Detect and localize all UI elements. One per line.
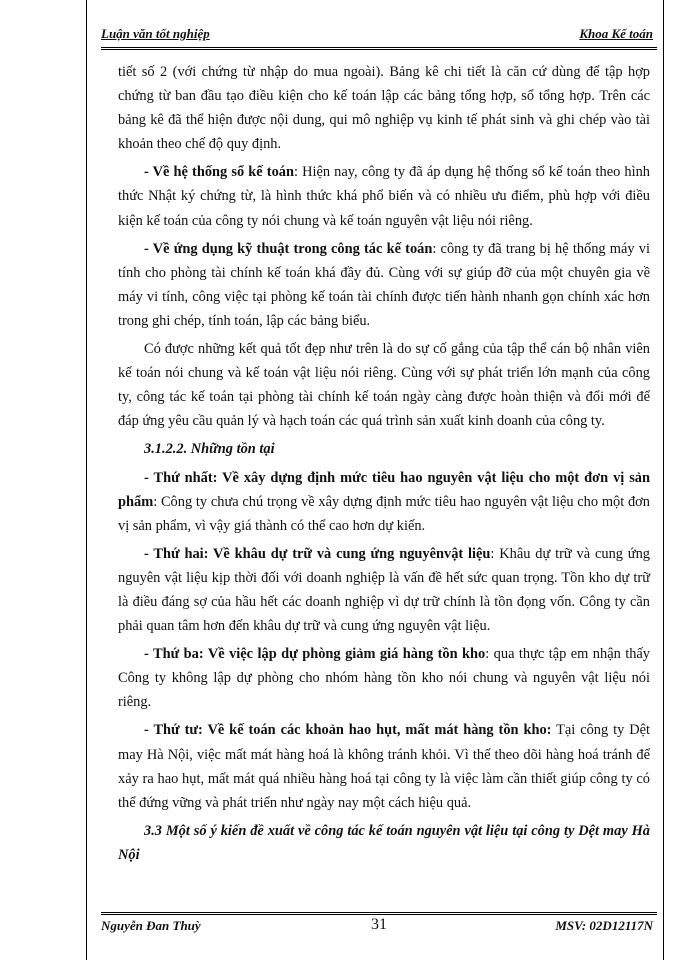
paragraph-fourth-limitation: - Thứ tư: Về kế toán các khoản hao hụt, mất mát hàng tồn kho: Tại công ty Dệt may Hà Nội, việc mất mát hàng hoá là không tránh khỏi. Vì thế theo dõi hàng hoá tránh để xảy ra hao hụt, mất mát quá nhiều hàng hoá tại công ty là việc làm cần thiết giúp công ty có thể đứng vững và phát triển như ngày nay một cách hiệu quả.: [118, 722, 650, 811]
page-number: 31: [371, 916, 387, 933]
document-body: [118, 60, 650, 871]
paragraph-third-limitation: - Thứ ba: Về việc lập dự phòng giảm giá hàng tồn kho: qua thực tập em nhận thấy Công ty không lập dự phòng cho nhóm hàng tồn kho nói chung và nguyên vật liệu nói riêng.: [118, 646, 650, 711]
section-heading-proposals: 3.3 Một số ý kiến đề xuất về công tác kế toán nguyên vật liệu tại công ty Dệt may Hà Nội: [118, 822, 650, 863]
paragraph-second-limitation: - Thứ hai: Về khâu dự trữ và cung ứng nguyênvật liệu: Khâu dự trữ và cung ứng nguyên vật liệu kịp thời đối với doanh nghiệp là vấn đề hết sức quan trọng. Tồn kho dự trữ là điều đáng sợ của hầu hết các doanh nghiệp vì dự trữ chính là tồn đọng vốn. Công ty cần phải quan tâm hơn đến khâu dự trữ và cung ứng nguyên vật liệu.: [118, 545, 650, 635]
paragraph-lead: - Thứ ba: Về việc lập dự phòng giảm giá hàng tồn kho: [144, 646, 486, 663]
paragraph-lead: - Về hệ thống sổ kế toán: [144, 164, 294, 181]
paragraph-lead: - Thứ hai: Về khâu dự trữ và cung ứng nguyênvật liệu: [144, 545, 491, 562]
footer-student-code: MSV: 02D12117N: [555, 918, 653, 933]
paragraph-first-limitation: - Thứ nhất: Về xây dựng định mức tiêu hao nguyên vật liệu cho một đơn vị sản phẩm: Công ty chưa chú trọng về xây dựng định mức tiêu hao nguyên vật liệu cho một đơn vị sản phẩm, vì vậy giá thành có thể cao hơn dự kiến.: [118, 469, 650, 534]
paragraph-ledger-system: - Về hệ thống sổ kế toán: Hiện nay, công ty đã áp dụng hệ thống sổ kế toán theo hình thức Nhật ký chứng từ, là hình thức khá phổ biến và có nhiều ưu điểm, phù hợp với điều kiện kế toán của công ty nói chung và kế toán nguyên vật liệu nói riêng.: [118, 164, 650, 229]
footer-rule: [101, 912, 657, 915]
page-footer: [101, 918, 657, 940]
header-faculty: Khoa Kế toán: [579, 26, 653, 41]
paragraph-lead: - Về ứng dụng kỹ thuật trong công tác kế toán: [144, 240, 433, 257]
paragraph-technology: - Về ứng dụng kỹ thuật trong công tác kế toán: công ty đã trang bị hệ thống máy vi tính cho phòng tài chính kế toán khá đầy đủ. Cùng với sự giúp đỡ của một chuyên gia về máy vi tính, công việc tại phòng kế toán tài chính được tiến hành nhanh gọn chính xác hơn trong ghi chép, tính toán, lập các bảng biểu.: [118, 240, 650, 329]
paragraph-voucher-summary: tiết số 2 (với chứng từ nhập do mua ngoài). Bảng kê chi tiết là căn cứ dùng để tập hợp chứng từ ban đầu tạo điều kiện cho kế toán lập các bảng tổng hợp, sổ tổng hợp. Trên các bảng kê đã thể hiện được nội dung, qui mô nghiệp vụ kinh tế phát sinh và ghi chép vào tài khoản theo chế độ quy định.: [118, 64, 650, 153]
footer-author: Nguyễn Đan Thuỳ: [101, 918, 201, 933]
page-header: [101, 26, 657, 46]
header-rule: [101, 47, 657, 50]
paragraph-lead: - Thứ tư: Về kế toán các khoản hao hụt, mất mát hàng tồn kho:: [144, 722, 552, 739]
header-thesis-title: Luận văn tốt nghiệp: [101, 26, 210, 41]
paragraph-lead: - Thứ nhất: Về xây dựng định mức tiêu hao nguyên vật liệu cho một đơn vị sản phẩm: [118, 469, 650, 510]
paragraph-achievements: Có được những kết quả tốt đẹp như trên là do sự cố gắng của tập thể cán bộ nhân viên kế toán nói chung và kế toán vật liệu nói riêng. Cùng với sự phát triển lớn mạnh của công ty, công tác kế toán tại phòng tài chính kế toán ngày càng được hoàn thiện và đổi mới để đáp ứng yêu cầu quản lý và hạch toán các quá trình sản xuất kinh doanh của công ty.: [118, 341, 650, 430]
section-heading-limitations: 3.1.2.2. Những tồn tại: [144, 441, 275, 458]
